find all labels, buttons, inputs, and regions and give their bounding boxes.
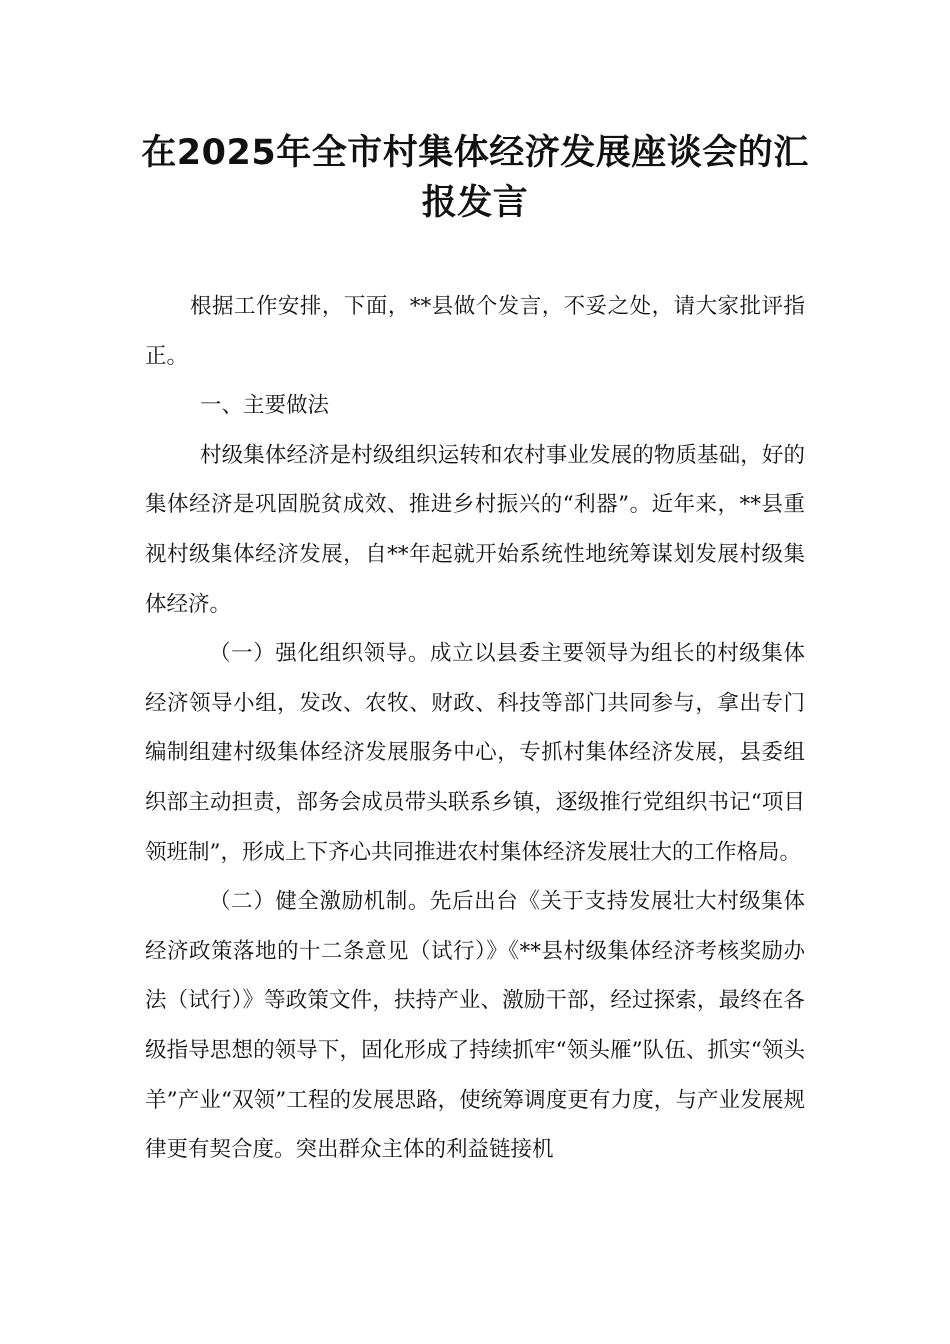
paragraph-incentive: （二）健全激励机制。先后出台《关于支持发展壮大村级集体经济政策落地的十二条意见（试行）》《**县村级集体经济考核奖励办法（试行）》等政策文件，扶持产业、激励干部，经过探索，最终在各级指导思想的领导下，固化形成了持续抓牢“领头雁”队伍、抓实“领头羊”产业“双领”工程的发展思路，使统筹调度更有力度，与产业发展规律更有契合度。突出群众主体的利益链接机 (145, 889, 805, 1163)
paragraph-intro: 根据工作安排，下面，**县做个发言，不妥之处，请大家批评指正。 (145, 294, 805, 369)
document-body (145, 282, 805, 1175)
paragraph-organization: （一）强化组织领导。成立以县委主要领导为组长的村级集体经济领导小组，发改、农牧、财政、科技等部门共同参与，拿出专门编制组建村级集体经济发展服务中心，专抓村集体经济发展，县委组织部主动担责，部务会成员带头联系乡镇，逐级推行党组织书记“项目领班制”，形成上下齐心共同推进农村集体经济发展壮大的工作格局。 (145, 641, 805, 865)
document-title: 在2025年全市村集体经济发展座谈会的汇报发言 (141, 133, 809, 223)
paragraph-background: 村级集体经济是村级组织运转和农村事业发展的物质基础，好的集体经济是巩固脱贫成效、推进乡村振兴的“利器”。近年来，**县重视村级集体经济发展，自**年起就开始系统性地统筹谋划发展村级集体经济。 (145, 442, 805, 617)
section-heading: 一、主要做法 (200, 393, 330, 419)
